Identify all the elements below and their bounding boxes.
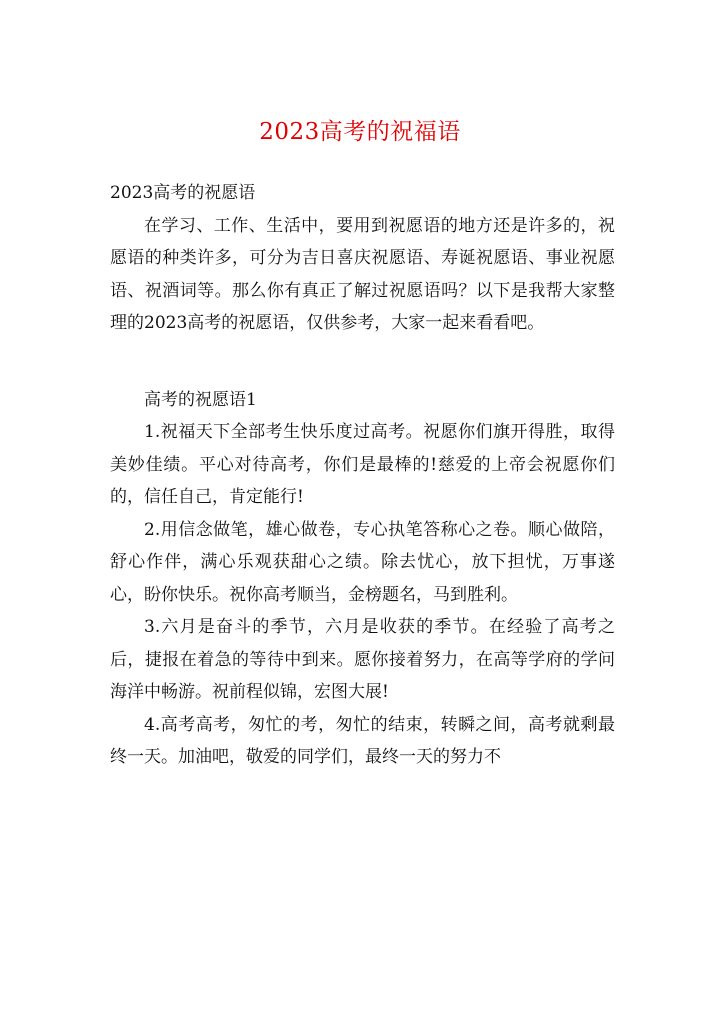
paragraph-gap xyxy=(110,340,615,384)
blessing-item-4: 4.高考高考，匆忙的考，匆忙的结束，转瞬之间，高考就剩最终一天。加油吧，敬爱的同学们，最终一天的努力不 xyxy=(110,714,615,767)
document-title: 2023高考的祝福语 xyxy=(259,119,461,145)
intro-paragraph: 在学习、工作、生活中，要用到祝愿语的地方还是许多的，祝愿语的种类许多，可分为吉日喜庆祝愿语、寿诞祝愿语、事业祝愿语、祝酒词等。那么你有真正了解过祝愿语吗？以下是我帮大家整理的2023高考的祝愿语，仅供参考，大家一起来看看吧。 xyxy=(110,215,615,333)
blessing-item-1: 1.祝福天下全部考生快乐度过高考。祝愿你们旗开得胜，取得美妙佳绩。平心对待高考，你们是最棒的!慈爱的上帝会祝愿你们的，信任自己，肯定能行! xyxy=(110,422,615,507)
blessing-item-2: 2.用信念做笔，雄心做卷，专心执笔答称心之卷。顺心做陪，舒心作伴，满心乐观获甜心之绩。除去忧心，放下担忧，万事遂心，盼你快乐。祝你高考顺当，金榜题名，马到胜利。 xyxy=(110,519,615,605)
blessing-item-3: 3.六月是奋斗的季节，六月是收获的季节。在经验了高考之后，捷报在着急的等待中到来。愿你接着努力，在高等学府的学问海洋中畅游。祝前程似锦，宏图大展! xyxy=(110,617,615,702)
section-heading: 高考的祝愿语1 xyxy=(144,389,257,410)
document-subtitle: 2023高考的祝愿语 xyxy=(110,183,256,203)
document-body xyxy=(110,177,615,774)
